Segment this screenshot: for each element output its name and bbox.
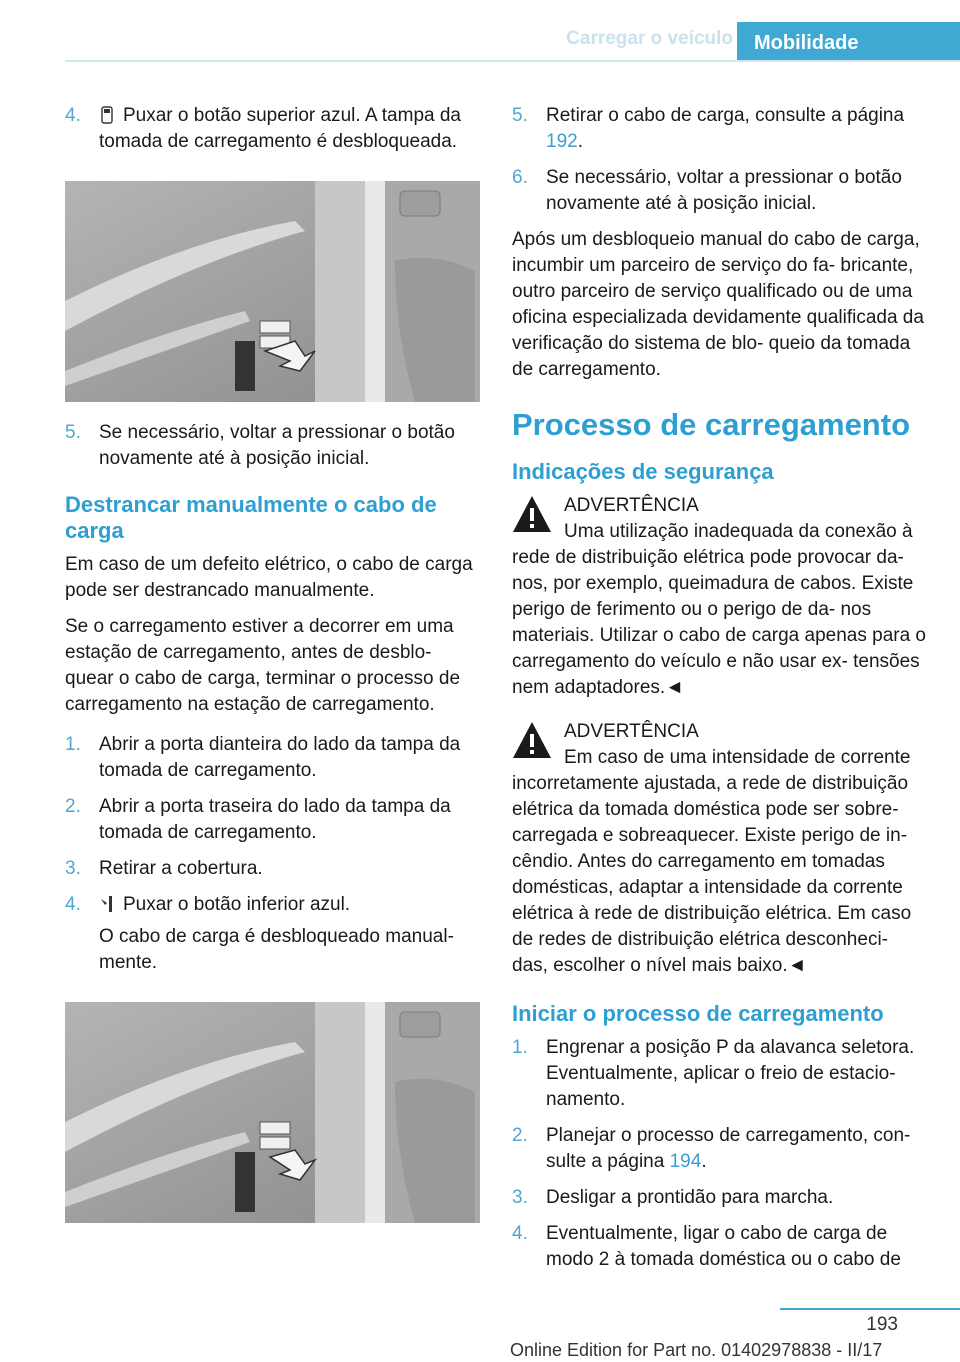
- step-number: 1.: [512, 1037, 528, 1058]
- step-text: Engrenar a posição P da alavanca seletora. Eventualmente, aplicar o freio de estacio‐ namento.: [546, 1037, 915, 1110]
- list-item: [65, 732, 483, 784]
- paragraph: Se o carregamento estiver a decorrer em uma estação de carregamento, antes de desblo‐ quear o cabo de carga, terminar o processo de carregamento na estação de carregamento.: [65, 616, 461, 715]
- step-note: O cabo de carga é desbloqueado manual‐ mente.: [99, 926, 454, 973]
- running-header-section-tab: Mobilidade: [737, 22, 960, 62]
- door-pillar-illustration-upper: [65, 181, 480, 402]
- step-number: 4.: [512, 1223, 528, 1244]
- running-header-chapter: Carregar o veículo: [566, 28, 733, 49]
- step-text: Retirar o cabo de carga, consulte a página: [546, 105, 905, 126]
- step-text: Puxar o botão superior azul. A tampa da tomada de carregamento é desbloqueada.: [99, 105, 461, 152]
- header-rule: [65, 60, 960, 62]
- footer-rule: [780, 1308, 960, 1310]
- section-heading: Destrancar manualmente o cabo de carga: [65, 492, 437, 543]
- list-item: [512, 165, 928, 217]
- page-number: 193: [866, 1314, 898, 1335]
- paragraph: Em caso de um defeito elétrico, o cabo de carga pode ser destrancado manualmente.: [65, 554, 473, 601]
- warning-block: [512, 719, 928, 979]
- chapter-heading: Processo de carregamento: [512, 407, 911, 442]
- warning-icon: [512, 495, 552, 533]
- list-item: [65, 892, 483, 918]
- warning-lead: Uma utilização inadequada da conexão à: [564, 521, 913, 542]
- list-item: [65, 420, 483, 472]
- page-reference-link[interactable]: 192: [546, 131, 578, 152]
- warning-title: ADVERTÊNCIA: [564, 721, 699, 742]
- door-pillar-illustration-lower: [65, 1002, 480, 1223]
- step-number: 4.: [65, 105, 81, 126]
- step-text: Planejar o processo de carregamento, con‐ sulte a página: [546, 1125, 911, 1172]
- section-heading: Indicações de segurança: [512, 459, 774, 484]
- step-number: 6.: [512, 167, 528, 188]
- step-text: Puxar o botão inferior azul.: [123, 894, 351, 915]
- list-item: [65, 103, 483, 155]
- step-number: 5.: [65, 422, 81, 443]
- step-number: 2.: [512, 1125, 528, 1146]
- paragraph: Após um desbloqueio manual do cabo de carga, incumbir um parceiro de serviço do fa‐ bricante, outro parceiro de serviço qualificado ou de uma oficina especializada devidamente qualificada da verificação do sistema de blo‐ queio da tomada de carregamento.: [512, 229, 924, 380]
- list-item: 5. Retirar o cabo de carga, consulte a página 192.: [512, 105, 905, 152]
- step-number: 2.: [65, 796, 81, 817]
- button-upper-icon: [99, 106, 117, 124]
- button-lower-icon: [99, 895, 117, 913]
- warning-icon: [512, 721, 552, 759]
- warning-lead: Em caso de uma intensidade de corrente: [564, 747, 911, 768]
- step-number: 1.: [65, 734, 81, 755]
- step-text: Se necessário, voltar a pressionar o botão novamente até à posição inicial.: [546, 167, 902, 214]
- page-reference-link[interactable]: 194: [669, 1151, 702, 1172]
- list-item: [65, 856, 483, 882]
- step-text: Desligar a prontidão para marcha.: [546, 1187, 834, 1208]
- warning-block: [512, 493, 928, 701]
- right-column: [512, 103, 928, 1283]
- step-text: Eventualmente, ligar o cabo de carga de modo 2 à tomada doméstica ou o cabo de: [546, 1223, 901, 1270]
- step-text: Abrir a porta traseira do lado da tampa da tomada de carregamento.: [99, 796, 451, 843]
- step-text: Abrir a porta dianteira do lado da tampa da tomada de carregamento.: [99, 734, 461, 781]
- step-text: Retirar a cobertura.: [99, 858, 263, 879]
- step-number: 3.: [512, 1187, 528, 1208]
- step-number: 3.: [65, 858, 81, 879]
- step-number: 4.: [65, 894, 81, 915]
- step-number: 5.: [512, 105, 528, 126]
- list-item: [512, 1185, 928, 1211]
- list-item: [512, 1221, 928, 1273]
- left-column: [65, 103, 483, 1241]
- warning-title: ADVERTÊNCIA: [564, 495, 699, 516]
- warning-body: incorretamente ajustada, a rede de distribuição elétrica da tomada doméstica pode ser sobre‐ carregada e sobreaquecer. Existe perigo de in‐ cêndio. Antes do carregamento em tomadas domésticas, adaptar a intensidade da corrente elétrica à rede de distribuição elétrica. Em caso de redes de distribuição elétrica desconheci‐ das, escolher o nível mais baixo.◄: [512, 773, 912, 976]
- list-item: 2. Planejar o processo de carregamento, con‐ sulte a página 194.: [512, 1125, 911, 1172]
- list-item: [65, 794, 483, 846]
- list-item: [512, 1035, 928, 1113]
- section-heading: Iniciar o processo de carregamento: [512, 1001, 884, 1026]
- edition-footer: Online Edition for Part no. 01402978838 - II/17: [510, 1340, 883, 1360]
- warning-body: rede de distribuição elétrica pode provocar da‐ nos, por exemplo, queimadura de cabos. Existe perigo de ferimento ou o perigo de da‐ nos materiais. Utilizar o cabo de carga apenas para o carregamento do veículo e não usar ex‐ tensões nem adaptadores.◄: [512, 547, 927, 698]
- step-text: Se necessário, voltar a pressionar o botão novamente até à posição inicial.: [99, 422, 455, 469]
